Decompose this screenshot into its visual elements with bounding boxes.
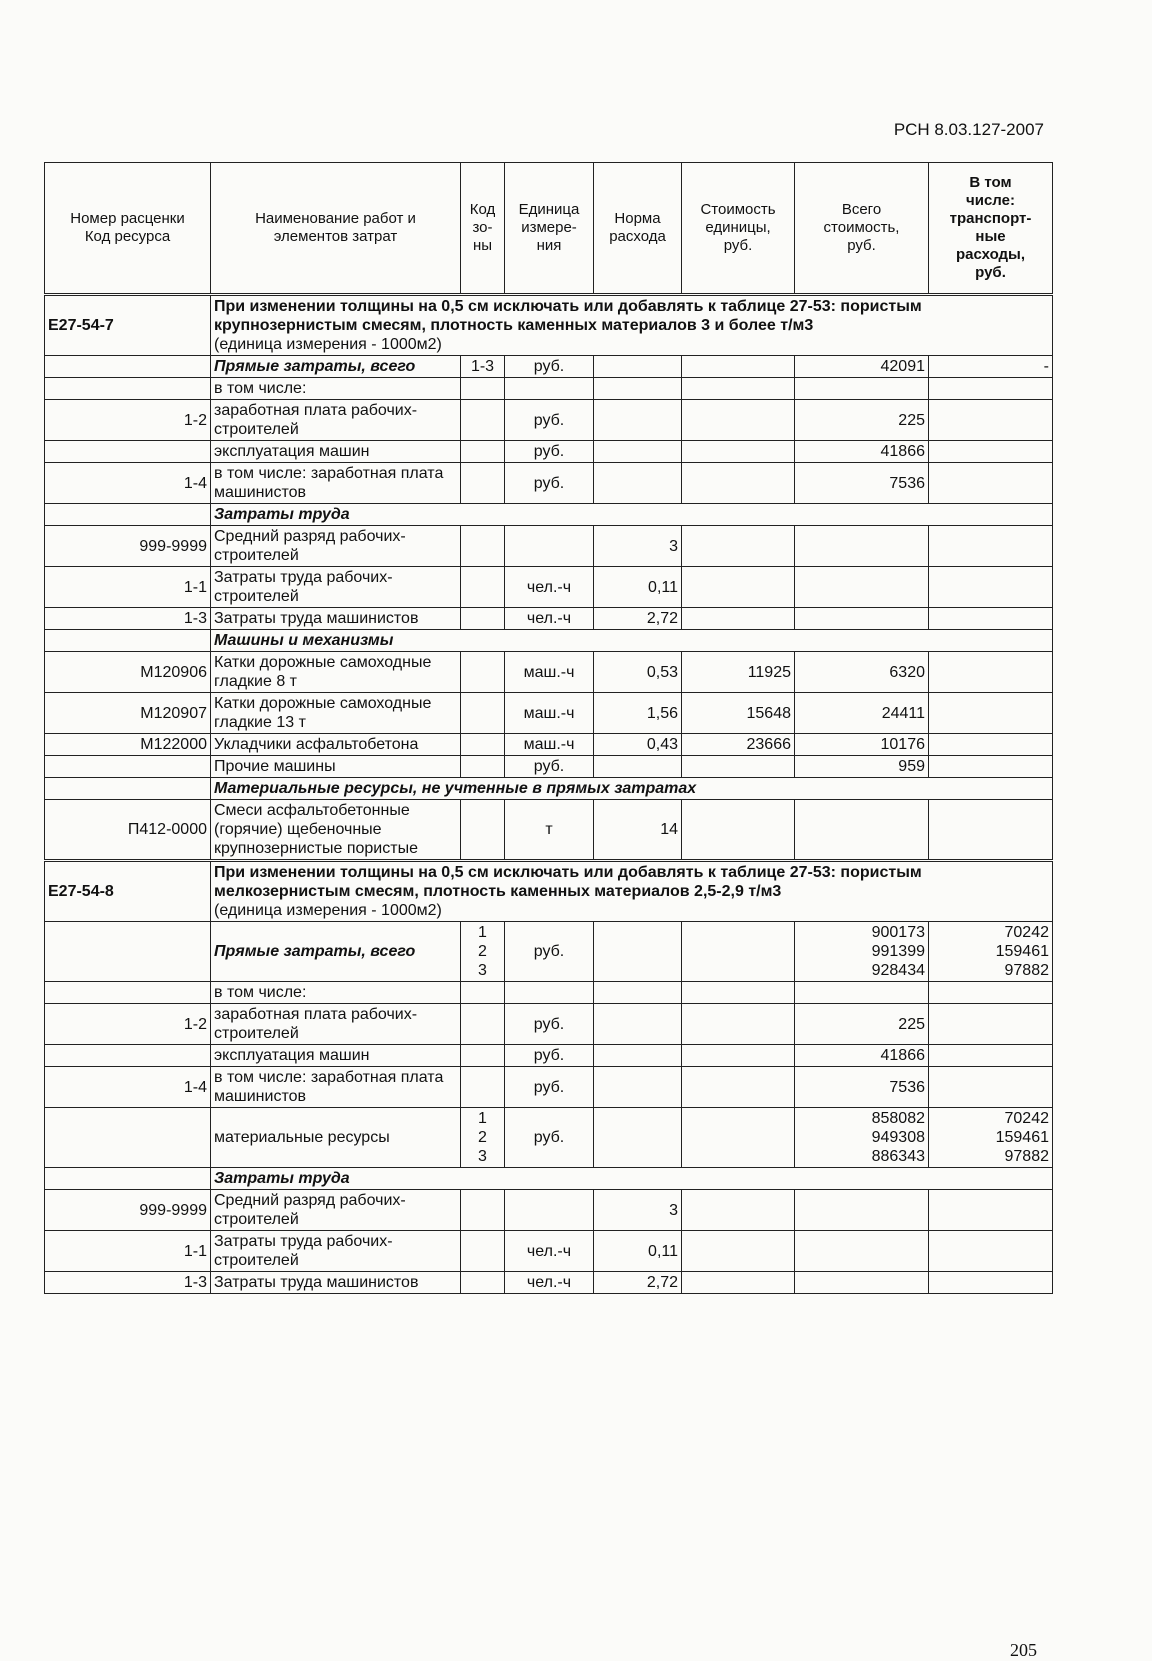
row-code xyxy=(45,1045,211,1067)
row-transports-line: 70242 xyxy=(1004,924,1049,941)
row-price xyxy=(682,463,795,504)
header-line: руб. xyxy=(847,237,876,254)
row-zone xyxy=(461,1004,505,1045)
group-row xyxy=(45,504,1053,526)
row-norm xyxy=(594,1067,682,1108)
header-line: транспорт- xyxy=(949,210,1032,227)
table-row xyxy=(45,1190,1053,1231)
row-unit: руб. xyxy=(505,1067,594,1108)
row-name: Катки дорожные самоходные гладкие 8 т xyxy=(211,652,461,693)
row-unit xyxy=(505,982,594,1004)
section-title-row xyxy=(45,861,1053,922)
row-norm xyxy=(594,1045,682,1067)
row-code xyxy=(45,378,211,400)
row-code xyxy=(45,1108,211,1168)
row-unit xyxy=(505,526,594,567)
group-spacer xyxy=(45,504,211,526)
row-total: 225 xyxy=(795,400,929,441)
table-row xyxy=(45,1272,1053,1294)
row-price xyxy=(682,1004,795,1045)
row-transport xyxy=(929,1272,1053,1294)
row-code xyxy=(45,356,211,378)
table-row xyxy=(45,356,1053,378)
row-unit: т xyxy=(505,800,594,861)
row-totals-line: 928434 xyxy=(871,962,925,979)
group-row xyxy=(45,630,1053,652)
row-total: 10176 xyxy=(795,734,929,756)
row-norm xyxy=(594,400,682,441)
row-price: 11925 xyxy=(682,652,795,693)
group-title: Затраты труда xyxy=(211,1168,1053,1190)
row-unit: руб. xyxy=(505,1045,594,1067)
row-norm: 0,11 xyxy=(594,567,682,608)
row-transport xyxy=(929,982,1053,1004)
row-code xyxy=(45,982,211,1004)
row-norm xyxy=(594,756,682,778)
row-name: Затраты труда рабочих-строителей xyxy=(211,567,461,608)
row-unit: руб. xyxy=(505,756,594,778)
row-unit: руб. xyxy=(505,463,594,504)
row-price xyxy=(682,441,795,463)
row-code: 1-2 xyxy=(45,1004,211,1045)
row-totals-line: 858082 xyxy=(871,1110,925,1127)
row-code: 1-4 xyxy=(45,463,211,504)
header-code xyxy=(45,163,211,295)
table-row xyxy=(45,756,1053,778)
row-price xyxy=(682,1231,795,1272)
row-transport xyxy=(929,756,1053,778)
row-zone xyxy=(461,1067,505,1108)
row-code: 1-1 xyxy=(45,567,211,608)
row-transports-line: 159461 xyxy=(995,943,1049,960)
header-line: Наименование работ и xyxy=(255,210,416,227)
row-zone xyxy=(461,526,505,567)
row-name: Прямые затраты, всего xyxy=(211,922,461,982)
row-zone xyxy=(461,378,505,400)
row-name: заработная плата рабочих-строителей xyxy=(211,400,461,441)
row-price xyxy=(682,1190,795,1231)
row-zone xyxy=(461,441,505,463)
table-row xyxy=(45,608,1053,630)
section-title xyxy=(211,295,1053,356)
row-code: П412-0000 xyxy=(45,800,211,861)
table-row xyxy=(45,463,1053,504)
row-zone xyxy=(461,693,505,734)
row-price xyxy=(682,1045,795,1067)
row-totals-line: 949308 xyxy=(871,1129,925,1146)
row-unit xyxy=(505,378,594,400)
row-total xyxy=(795,800,929,861)
row-total xyxy=(795,567,929,608)
row-totals xyxy=(795,1108,929,1168)
header-line: зо- xyxy=(472,219,493,236)
row-unit: руб. xyxy=(505,1004,594,1045)
row-name: Средний разряд рабочих-строителей xyxy=(211,1190,461,1231)
row-zones xyxy=(461,1108,505,1168)
row-zone xyxy=(461,608,505,630)
row-total: 7536 xyxy=(795,1067,929,1108)
row-total: 42091 xyxy=(795,356,929,378)
header-line: ны xyxy=(472,237,493,254)
row-totals-line: 991399 xyxy=(871,943,925,960)
row-code: М120907 xyxy=(45,693,211,734)
row-norm: 3 xyxy=(594,1190,682,1231)
table-row xyxy=(45,567,1053,608)
row-zone xyxy=(461,1190,505,1231)
group-row xyxy=(45,1168,1053,1190)
row-total xyxy=(795,1272,929,1294)
row-code: 1-3 xyxy=(45,1272,211,1294)
row-norm: 0,53 xyxy=(594,652,682,693)
row-price xyxy=(682,608,795,630)
header-line: Стоимость xyxy=(700,201,776,218)
row-zone xyxy=(461,1272,505,1294)
header-norm xyxy=(594,163,682,295)
row-norm xyxy=(594,1108,682,1168)
row-norm: 2,72 xyxy=(594,608,682,630)
row-transport: - xyxy=(929,356,1053,378)
row-zone xyxy=(461,652,505,693)
group-title: Материальные ресурсы, не учтенные в прямых затратах xyxy=(211,778,1053,800)
row-transport xyxy=(929,1004,1053,1045)
row-total: 6320 xyxy=(795,652,929,693)
row-name: в том числе: заработная плата машинистов xyxy=(211,463,461,504)
section-title-row xyxy=(45,295,1053,356)
row-transport xyxy=(929,567,1053,608)
row-total xyxy=(795,982,929,1004)
table-row xyxy=(45,1045,1053,1067)
row-name: Затраты труда рабочих-строителей xyxy=(211,1231,461,1272)
row-total: 41866 xyxy=(795,441,929,463)
row-transport xyxy=(929,800,1053,861)
row-unit: руб. xyxy=(505,400,594,441)
row-norm: 0,43 xyxy=(594,734,682,756)
header-line: Норма xyxy=(614,210,661,227)
header-line: элементов затрат xyxy=(273,228,398,245)
row-unit: руб. xyxy=(505,922,594,982)
row-zone xyxy=(461,400,505,441)
section-title-text: При изменении толщины на 0,5 см исключать или добавлять к таблице 27-53: пористым мелкозернистым смесям, плотность каменных материалов 2,5-2,9 т/м3 xyxy=(214,864,922,900)
row-unit: чел.-ч xyxy=(505,1272,594,1294)
row-unit xyxy=(505,1190,594,1231)
row-zone xyxy=(461,567,505,608)
row-total xyxy=(795,526,929,567)
row-name: Укладчики асфальтобетона xyxy=(211,734,461,756)
row-total: 7536 xyxy=(795,463,929,504)
row-name: в том числе: xyxy=(211,378,461,400)
row-name: заработная плата рабочих-строителей xyxy=(211,1004,461,1045)
row-code: М122000 xyxy=(45,734,211,756)
row-price xyxy=(682,400,795,441)
row-zones-line: 2 xyxy=(478,1129,487,1146)
row-zone xyxy=(461,734,505,756)
row-transports xyxy=(929,1108,1053,1168)
header-zone xyxy=(461,163,505,295)
group-row xyxy=(45,778,1053,800)
header-line: стоимость, xyxy=(823,219,900,236)
table-row xyxy=(45,693,1053,734)
row-transport xyxy=(929,400,1053,441)
row-price: 15648 xyxy=(682,693,795,734)
header-line: Код xyxy=(469,201,496,218)
row-unit: маш.-ч xyxy=(505,734,594,756)
table-header-row xyxy=(45,163,1053,295)
row-price xyxy=(682,356,795,378)
header-line: ния xyxy=(536,237,562,254)
group-spacer xyxy=(45,778,211,800)
row-zones xyxy=(461,922,505,982)
row-totals-line: 900173 xyxy=(871,924,925,941)
row-zone: 1-3 xyxy=(461,356,505,378)
table-row xyxy=(45,982,1053,1004)
row-unit: руб. xyxy=(505,1108,594,1168)
table-body xyxy=(45,295,1053,1294)
header-total xyxy=(795,163,929,295)
row-name: Прочие машины xyxy=(211,756,461,778)
row-unit: маш.-ч xyxy=(505,652,594,693)
row-zones-line: 3 xyxy=(478,962,487,979)
table-row xyxy=(45,652,1053,693)
row-norm xyxy=(594,463,682,504)
header-line: Код ресурса xyxy=(84,228,171,245)
row-price: 23666 xyxy=(682,734,795,756)
header-line: Единица xyxy=(518,201,580,218)
header-transport xyxy=(929,163,1053,295)
row-zones-line: 1 xyxy=(478,924,487,941)
row-norm: 3 xyxy=(594,526,682,567)
row-name: Средний разряд рабочих-строителей xyxy=(211,526,461,567)
row-norm xyxy=(594,982,682,1004)
row-code: 1-3 xyxy=(45,608,211,630)
row-code xyxy=(45,756,211,778)
section-title-text: При изменении толщины на 0,5 см исключать или добавлять к таблице 27-53: пористым крупнозернистым смесям, плотность каменных материалов 3 и более т/м3 xyxy=(214,298,922,334)
document-code: РСН 8.03.127-2007 xyxy=(893,120,1044,139)
rates-table xyxy=(44,162,1053,1294)
row-transports-line: 97882 xyxy=(1004,962,1049,979)
table-row xyxy=(45,734,1053,756)
table-row xyxy=(45,441,1053,463)
header-line: измере- xyxy=(521,219,577,236)
header-line: руб. xyxy=(975,264,1006,281)
row-code: 999-9999 xyxy=(45,526,211,567)
header-line: ные xyxy=(975,228,1006,245)
section-code: Е27-54-8 xyxy=(45,861,211,922)
row-name: в том числе: xyxy=(211,982,461,1004)
row-zones-line: 2 xyxy=(478,943,487,960)
group-spacer xyxy=(45,630,211,652)
row-price xyxy=(682,922,795,982)
table-row xyxy=(45,1004,1053,1045)
header-line: В том xyxy=(969,174,1012,191)
row-norm: 0,11 xyxy=(594,1231,682,1272)
row-name: в том числе: заработная плата машинистов xyxy=(211,1067,461,1108)
table-row xyxy=(45,378,1053,400)
row-norm xyxy=(594,922,682,982)
row-transports-line: 70242 xyxy=(1004,1110,1049,1127)
row-code: 1-4 xyxy=(45,1067,211,1108)
header-line: Всего xyxy=(841,201,882,218)
row-code: 1-1 xyxy=(45,1231,211,1272)
header-line: числе: xyxy=(966,192,1015,209)
row-transport xyxy=(929,463,1053,504)
row-zone xyxy=(461,982,505,1004)
table-row xyxy=(45,1231,1053,1272)
row-transport xyxy=(929,693,1053,734)
row-zones-line: 1 xyxy=(478,1110,487,1127)
row-price xyxy=(682,526,795,567)
row-total: 225 xyxy=(795,1004,929,1045)
row-transports xyxy=(929,922,1053,982)
row-transport xyxy=(929,1045,1053,1067)
row-name: Катки дорожные самоходные гладкие 13 т xyxy=(211,693,461,734)
row-name: Затраты труда машинистов xyxy=(211,1272,461,1294)
row-unit: чел.-ч xyxy=(505,567,594,608)
group-spacer xyxy=(45,1168,211,1190)
row-total: 24411 xyxy=(795,693,929,734)
row-name: материальные ресурсы xyxy=(211,1108,461,1168)
row-transport xyxy=(929,526,1053,567)
row-total xyxy=(795,608,929,630)
row-totals xyxy=(795,922,929,982)
table-row xyxy=(45,400,1053,441)
row-norm xyxy=(594,356,682,378)
row-unit: маш.-ч xyxy=(505,693,594,734)
row-price xyxy=(682,1067,795,1108)
row-code: 1-2 xyxy=(45,400,211,441)
row-norm xyxy=(594,441,682,463)
header-unit xyxy=(505,163,594,295)
row-price xyxy=(682,982,795,1004)
section-unit-note: (единица измерения - 1000м2) xyxy=(214,902,442,919)
header-line: руб. xyxy=(723,237,753,254)
header-line: Номер расценки xyxy=(70,210,185,227)
row-total xyxy=(795,1231,929,1272)
section-title xyxy=(211,861,1053,922)
row-zone xyxy=(461,756,505,778)
row-zone xyxy=(461,800,505,861)
row-transport xyxy=(929,378,1053,400)
row-total xyxy=(795,1190,929,1231)
row-transports-line: 97882 xyxy=(1004,1148,1049,1165)
row-transport xyxy=(929,652,1053,693)
row-unit: руб. xyxy=(505,356,594,378)
header-line: расходы, xyxy=(955,246,1026,263)
row-price xyxy=(682,756,795,778)
row-norm: 1,56 xyxy=(594,693,682,734)
row-zone xyxy=(461,1231,505,1272)
row-name: эксплуатация машин xyxy=(211,441,461,463)
header-unit-cost xyxy=(682,163,795,295)
section-unit-note: (единица измерения - 1000м2) xyxy=(214,336,442,353)
row-name: Смеси асфальтобетонные (горячие) щебеночные крупнозернистые пористые xyxy=(211,800,461,861)
row-name: Прямые затраты, всего xyxy=(211,356,461,378)
row-total xyxy=(795,378,929,400)
row-total: 959 xyxy=(795,756,929,778)
header-name xyxy=(211,163,461,295)
row-code xyxy=(45,441,211,463)
row-price xyxy=(682,800,795,861)
group-title: Затраты труда xyxy=(211,504,1053,526)
table-row xyxy=(45,922,1053,982)
header-line: расхода xyxy=(609,228,666,245)
row-transport xyxy=(929,734,1053,756)
row-zone xyxy=(461,463,505,504)
table-row xyxy=(45,800,1053,861)
row-norm: 2,72 xyxy=(594,1272,682,1294)
row-price xyxy=(682,1272,795,1294)
row-unit: чел.-ч xyxy=(505,1231,594,1272)
row-price xyxy=(682,567,795,608)
row-name: эксплуатация машин xyxy=(211,1045,461,1067)
row-price xyxy=(682,1108,795,1168)
row-code xyxy=(45,922,211,982)
group-title: Машины и механизмы xyxy=(211,630,1053,652)
row-transports-line: 159461 xyxy=(995,1129,1049,1146)
row-price xyxy=(682,378,795,400)
row-total: 41866 xyxy=(795,1045,929,1067)
row-code: М120906 xyxy=(45,652,211,693)
table-row xyxy=(45,526,1053,567)
row-transport xyxy=(929,608,1053,630)
row-transport xyxy=(929,1190,1053,1231)
page-number: 205 xyxy=(1010,1640,1037,1660)
row-norm xyxy=(594,378,682,400)
row-zone xyxy=(461,1045,505,1067)
row-name: Затраты труда машинистов xyxy=(211,608,461,630)
row-norm: 14 xyxy=(594,800,682,861)
row-transport xyxy=(929,441,1053,463)
row-unit: руб. xyxy=(505,441,594,463)
row-transport xyxy=(929,1231,1053,1272)
section-code: Е27-54-7 xyxy=(45,295,211,356)
table-row xyxy=(45,1108,1053,1168)
row-totals-line: 886343 xyxy=(871,1148,925,1165)
row-zones-line: 3 xyxy=(478,1148,487,1165)
header-line: единицы, xyxy=(705,219,771,236)
row-norm xyxy=(594,1004,682,1045)
row-unit: чел.-ч xyxy=(505,608,594,630)
row-transport xyxy=(929,1067,1053,1108)
table-row xyxy=(45,1067,1053,1108)
row-code: 999-9999 xyxy=(45,1190,211,1231)
